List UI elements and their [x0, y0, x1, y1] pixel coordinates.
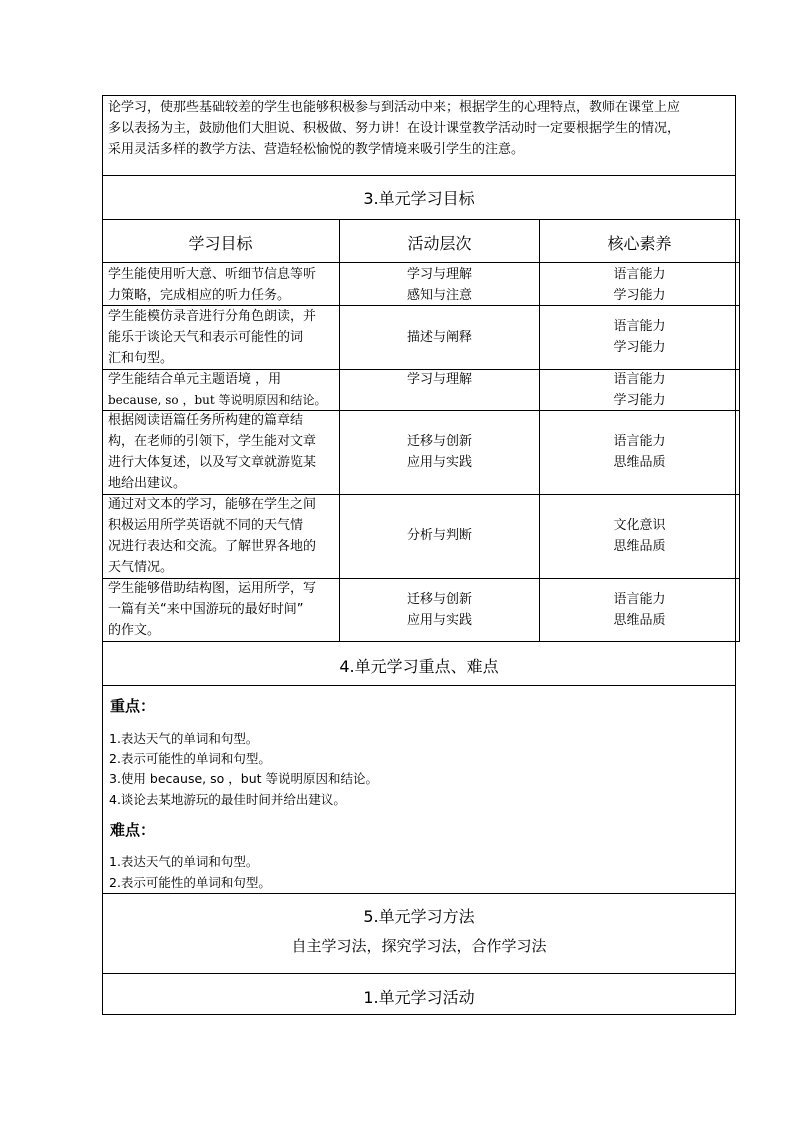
level-line: 描述与阐释	[406, 330, 472, 345]
core-line: 学习能力	[613, 393, 666, 408]
section-4-title: 4.单元学习重点、难点	[339, 657, 499, 676]
level-line: 应用与实践	[406, 455, 472, 470]
intro-line: 多以表扬为主，鼓励他们大胆说、积极做、努力讲！在设计课堂教学活动时一定要根据学生的情况，	[108, 121, 681, 136]
section-6-title: 1.单元学习活动	[363, 988, 475, 1007]
core-line: 语言能力	[613, 267, 666, 282]
goal-line: 汇和句型。	[108, 351, 174, 366]
level-line: 应用与实践	[406, 613, 472, 628]
core-line: 语言能力	[613, 372, 666, 387]
goal-line: 构，在老师的引领下，学生能对文章	[108, 434, 317, 449]
core-line: 文化意识	[613, 518, 666, 533]
core-line: 语言能力	[613, 319, 666, 334]
divider	[102, 175, 736, 176]
goal-line: 学生能够借助结构图，运用所学，写	[108, 581, 317, 596]
key-point-item: 1.表达天气的单词和句型。	[109, 731, 259, 746]
goal-line: 一篇有关“来中国游玩的最好时间”	[108, 602, 304, 617]
goal-line: 地给出建议。	[108, 476, 187, 491]
divider	[102, 219, 740, 220]
level-line: 迁移与创新	[406, 592, 472, 607]
goal-line: 天气情况。	[108, 560, 174, 575]
goal-line: because, so ，but 等说明原因和结论。	[108, 393, 327, 407]
section-5-title: 5.单元学习方法	[363, 907, 475, 926]
row-divider	[102, 262, 740, 263]
goal-line: 进行大体复述，以及写文章就游览某	[108, 455, 317, 470]
core-line: 学习能力	[613, 340, 666, 355]
level-line: 学习与理解	[406, 267, 472, 282]
intro-line: 采用灵活多样的教学方法、营造轻松愉悦的教学情境来吸引学生的注意。	[108, 142, 525, 157]
core-line: 思维品质	[613, 613, 666, 628]
goal-line: 况进行表达和交流。了解世界各地的	[108, 539, 317, 554]
goal-line: 能乐于谈论天气和表示可能性的词	[108, 330, 304, 345]
intro-line: 论学习，使那些基础较差的学生也能够积极参与到活动中来；根据学生的心理特点，教师在课堂上应	[108, 100, 681, 115]
core-line: 语言能力	[613, 592, 666, 607]
difficult-point-item: 2.表示可能性的单词和句型。	[109, 875, 271, 890]
goal-line: 学生能结合单元主题语境 ，用	[108, 372, 282, 387]
section-3-title: 3.单元学习目标	[363, 189, 475, 208]
key-point-item: 3.使用 because, so ，but 等说明原因和结论。	[109, 771, 378, 786]
divider	[102, 893, 736, 894]
key-points-label: 重点：	[110, 697, 156, 715]
goal-line: 积极运用所学英语就不同的天气情	[108, 518, 304, 533]
level-line: 分析与判断	[406, 528, 472, 543]
col-header-core: 核心素养	[607, 234, 672, 253]
divider	[102, 973, 736, 974]
difficult-point-item: 1.表达天气的单词和句型。	[109, 854, 259, 869]
core-line: 思维品质	[613, 539, 666, 554]
table-bottom-border	[102, 641, 740, 642]
goal-line: 学生能模仿录音进行分角色朗读，并	[108, 309, 317, 324]
core-line: 学习能力	[613, 288, 666, 303]
col-header-goal: 学习目标	[188, 234, 253, 253]
key-point-item: 2.表示可能性的单词和句型。	[109, 751, 271, 766]
divider	[102, 685, 736, 686]
difficult-points-label: 难点：	[110, 821, 156, 839]
goal-line: 的作文。	[108, 623, 161, 638]
level-line: 学习与理解	[406, 372, 472, 387]
goal-line: 根据阅读语篇任务所构建的篇章结	[108, 413, 304, 428]
core-line: 语言能力	[613, 434, 666, 449]
goal-line: 通过对文本的学习，能够在学生之间	[108, 497, 317, 512]
key-point-item: 4.谈论去某地游玩的最佳时间并给出建议。	[109, 792, 346, 807]
col-header-level: 活动层次	[407, 234, 472, 253]
level-line: 迁移与创新	[406, 434, 472, 449]
level-line: 感知与注意	[406, 288, 472, 303]
goal-line: 力策略，完成相应的听力任务。	[108, 288, 291, 303]
section-5-content: 自主学习法，探究学习法，合作学习法	[291, 937, 547, 955]
goal-line: 学生能使用听大意、听细节信息等听	[108, 267, 317, 282]
core-line: 思维品质	[613, 455, 666, 470]
